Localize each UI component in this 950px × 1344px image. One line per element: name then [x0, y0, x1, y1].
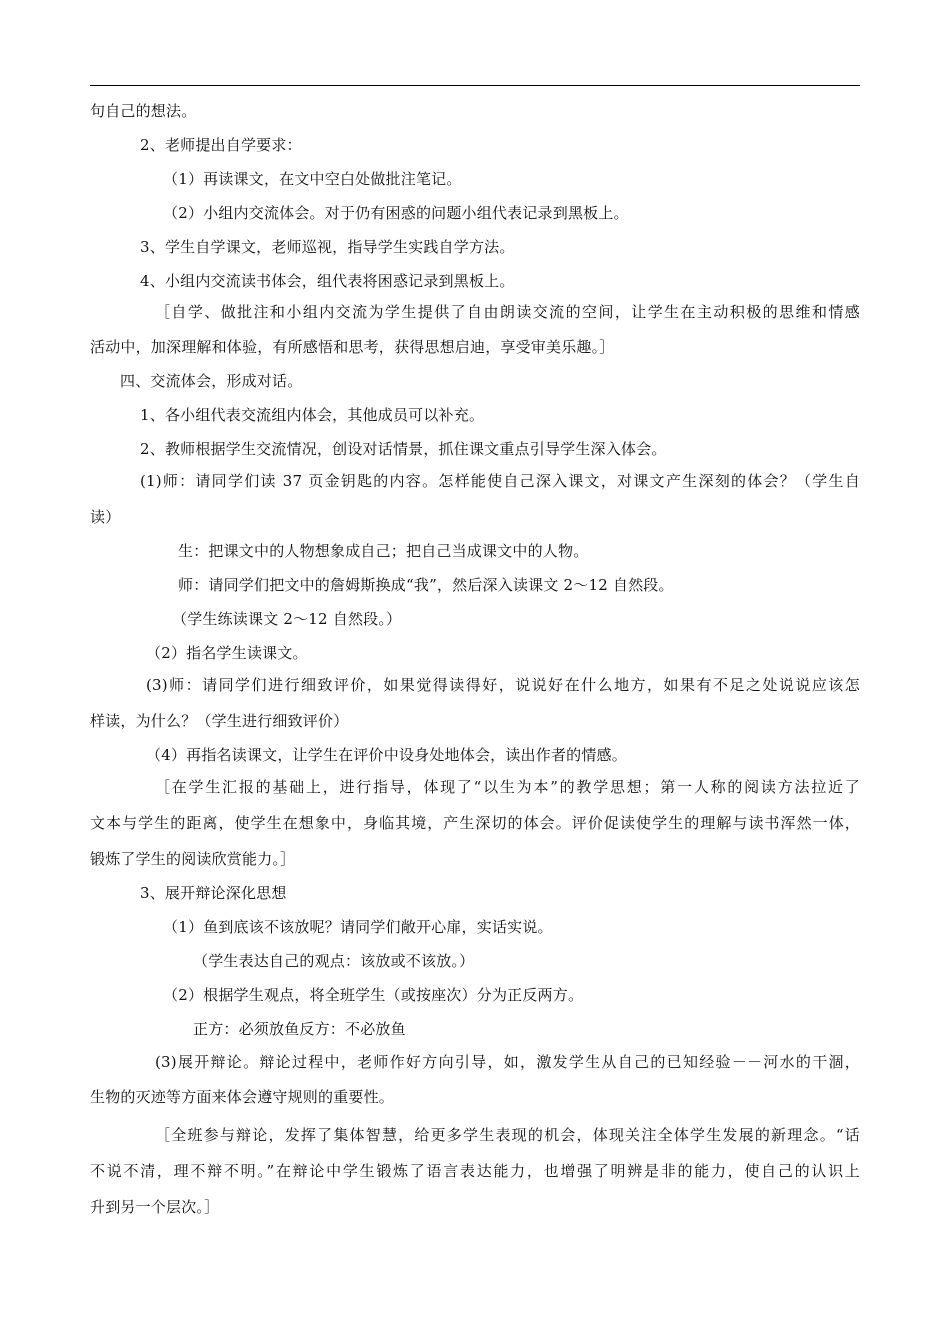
text-line-20: （4）再指名读课文，让学生在评价中设身处地体会，读出作者的情感。: [146, 746, 627, 764]
text-line-21: ［在学生汇报的基础上，进行指导，体现了“以生为本”的教学思想；第一人称的阅读方法拉近了: [155, 778, 860, 796]
text-line-4: （2）小组内交流体会。对于仍有困惑的问题小组代表记录到黑板上。: [163, 204, 629, 222]
text-line-8: 活动中，加深理解和体验，有所感悟和思考，获得思想启迪，享受审美乐趣。］: [90, 338, 615, 356]
text-line-15: 师：请同学们把文中的詹姆斯换成“我”，然后深入读课文 2～12 自然段。: [178, 576, 674, 594]
text-line-3: （1）再读课文，在文中空白处做批注笔记。: [163, 170, 462, 188]
text-line-11: 2、教师根据学生交流情况，创设对话情景，抓住课文重点引导学生深入体会。: [140, 440, 667, 458]
text-line-26: （学生表达自己的观点：该放或不该放。）: [193, 952, 475, 970]
text-line-29: (3)展开辩论。辩论过程中，老师作好方向引导，如，激发学生从自己的已知经验－－河水的干涸，: [155, 1053, 860, 1071]
text-line-2: 2、老师提出自学要求：: [140, 136, 302, 154]
text-line-27: （2）根据学生观点，将全班学生（或按座次）分为正反两方。: [163, 986, 584, 1004]
header-rule: [90, 85, 860, 86]
text-line-1: 句自己的想法。: [90, 102, 197, 120]
text-line-28: 正方：必须放鱼反方：不必放鱼: [193, 1020, 406, 1038]
text-line-19: 样读，为什么？（学生进行细致评价）: [90, 712, 349, 730]
section-heading-4: 四、交流体会，形成对话。: [120, 372, 303, 390]
text-line-23: 锻炼了学生的阅读欣赏能力。］: [90, 850, 296, 868]
text-line-22: 文本与学生的距离，使学生在想象中，身临其境，产生深切的体会。评价促读使学生的理解与读书浑然一体，: [90, 814, 860, 832]
text-line-5: 3、学生自学课文，老师巡视，指导学生实践自学方法。: [140, 238, 515, 256]
text-line-17: （2）指名学生读课文。: [146, 644, 308, 662]
text-line-24: 3、展开辩论深化思想: [140, 884, 287, 902]
text-line-6: 4、小组内交流读书体会，组代表将困惑记录到黑板上。: [140, 272, 515, 290]
text-line-12: (1)师：请同学们读 37 页金钥匙的内容。怎样能使自己深入课文，对课文产生深刻的体会？（学生自: [140, 472, 860, 490]
text-line-31: ［全班参与辩论，发挥了集体智慧，给更多学生表现的机会，体现关注全体学生发展的新理念。“话: [155, 1126, 860, 1144]
text-line-7: ［自学、做批注和小组内交流为学生提供了自由朗读交流的空间，让学生在主动积极的思维和情感: [155, 303, 860, 321]
text-line-32: 不说不清，理不辩不明。”在辩论中学生锻炼了语言表达能力，也增强了明辨是非的能力，使自己的认识上: [90, 1162, 860, 1180]
text-line-16: （学生练读课文 2～12 自然段。）: [172, 610, 402, 628]
text-line-18: (3)师：请同学们进行细致评价，如果觉得读得好，说说好在什么地方，如果有不足之处说说应该怎: [146, 676, 860, 694]
text-line-13: 读）: [90, 508, 121, 526]
text-line-10: 1、各小组代表交流组内体会，其他成员可以补充。: [140, 406, 485, 424]
text-line-14: 生：把课文中的人物想象成自己；把自己当成课文中的人物。: [178, 542, 589, 560]
text-line-25: （1）鱼到底该不该放呢？请同学们敞开心扉，实话实说。: [163, 918, 553, 936]
text-line-30: 生物的灭迹等方面来体会遵守规则的重要性。: [90, 1088, 395, 1106]
text-line-33: 升到另一个层次。］: [90, 1198, 220, 1216]
